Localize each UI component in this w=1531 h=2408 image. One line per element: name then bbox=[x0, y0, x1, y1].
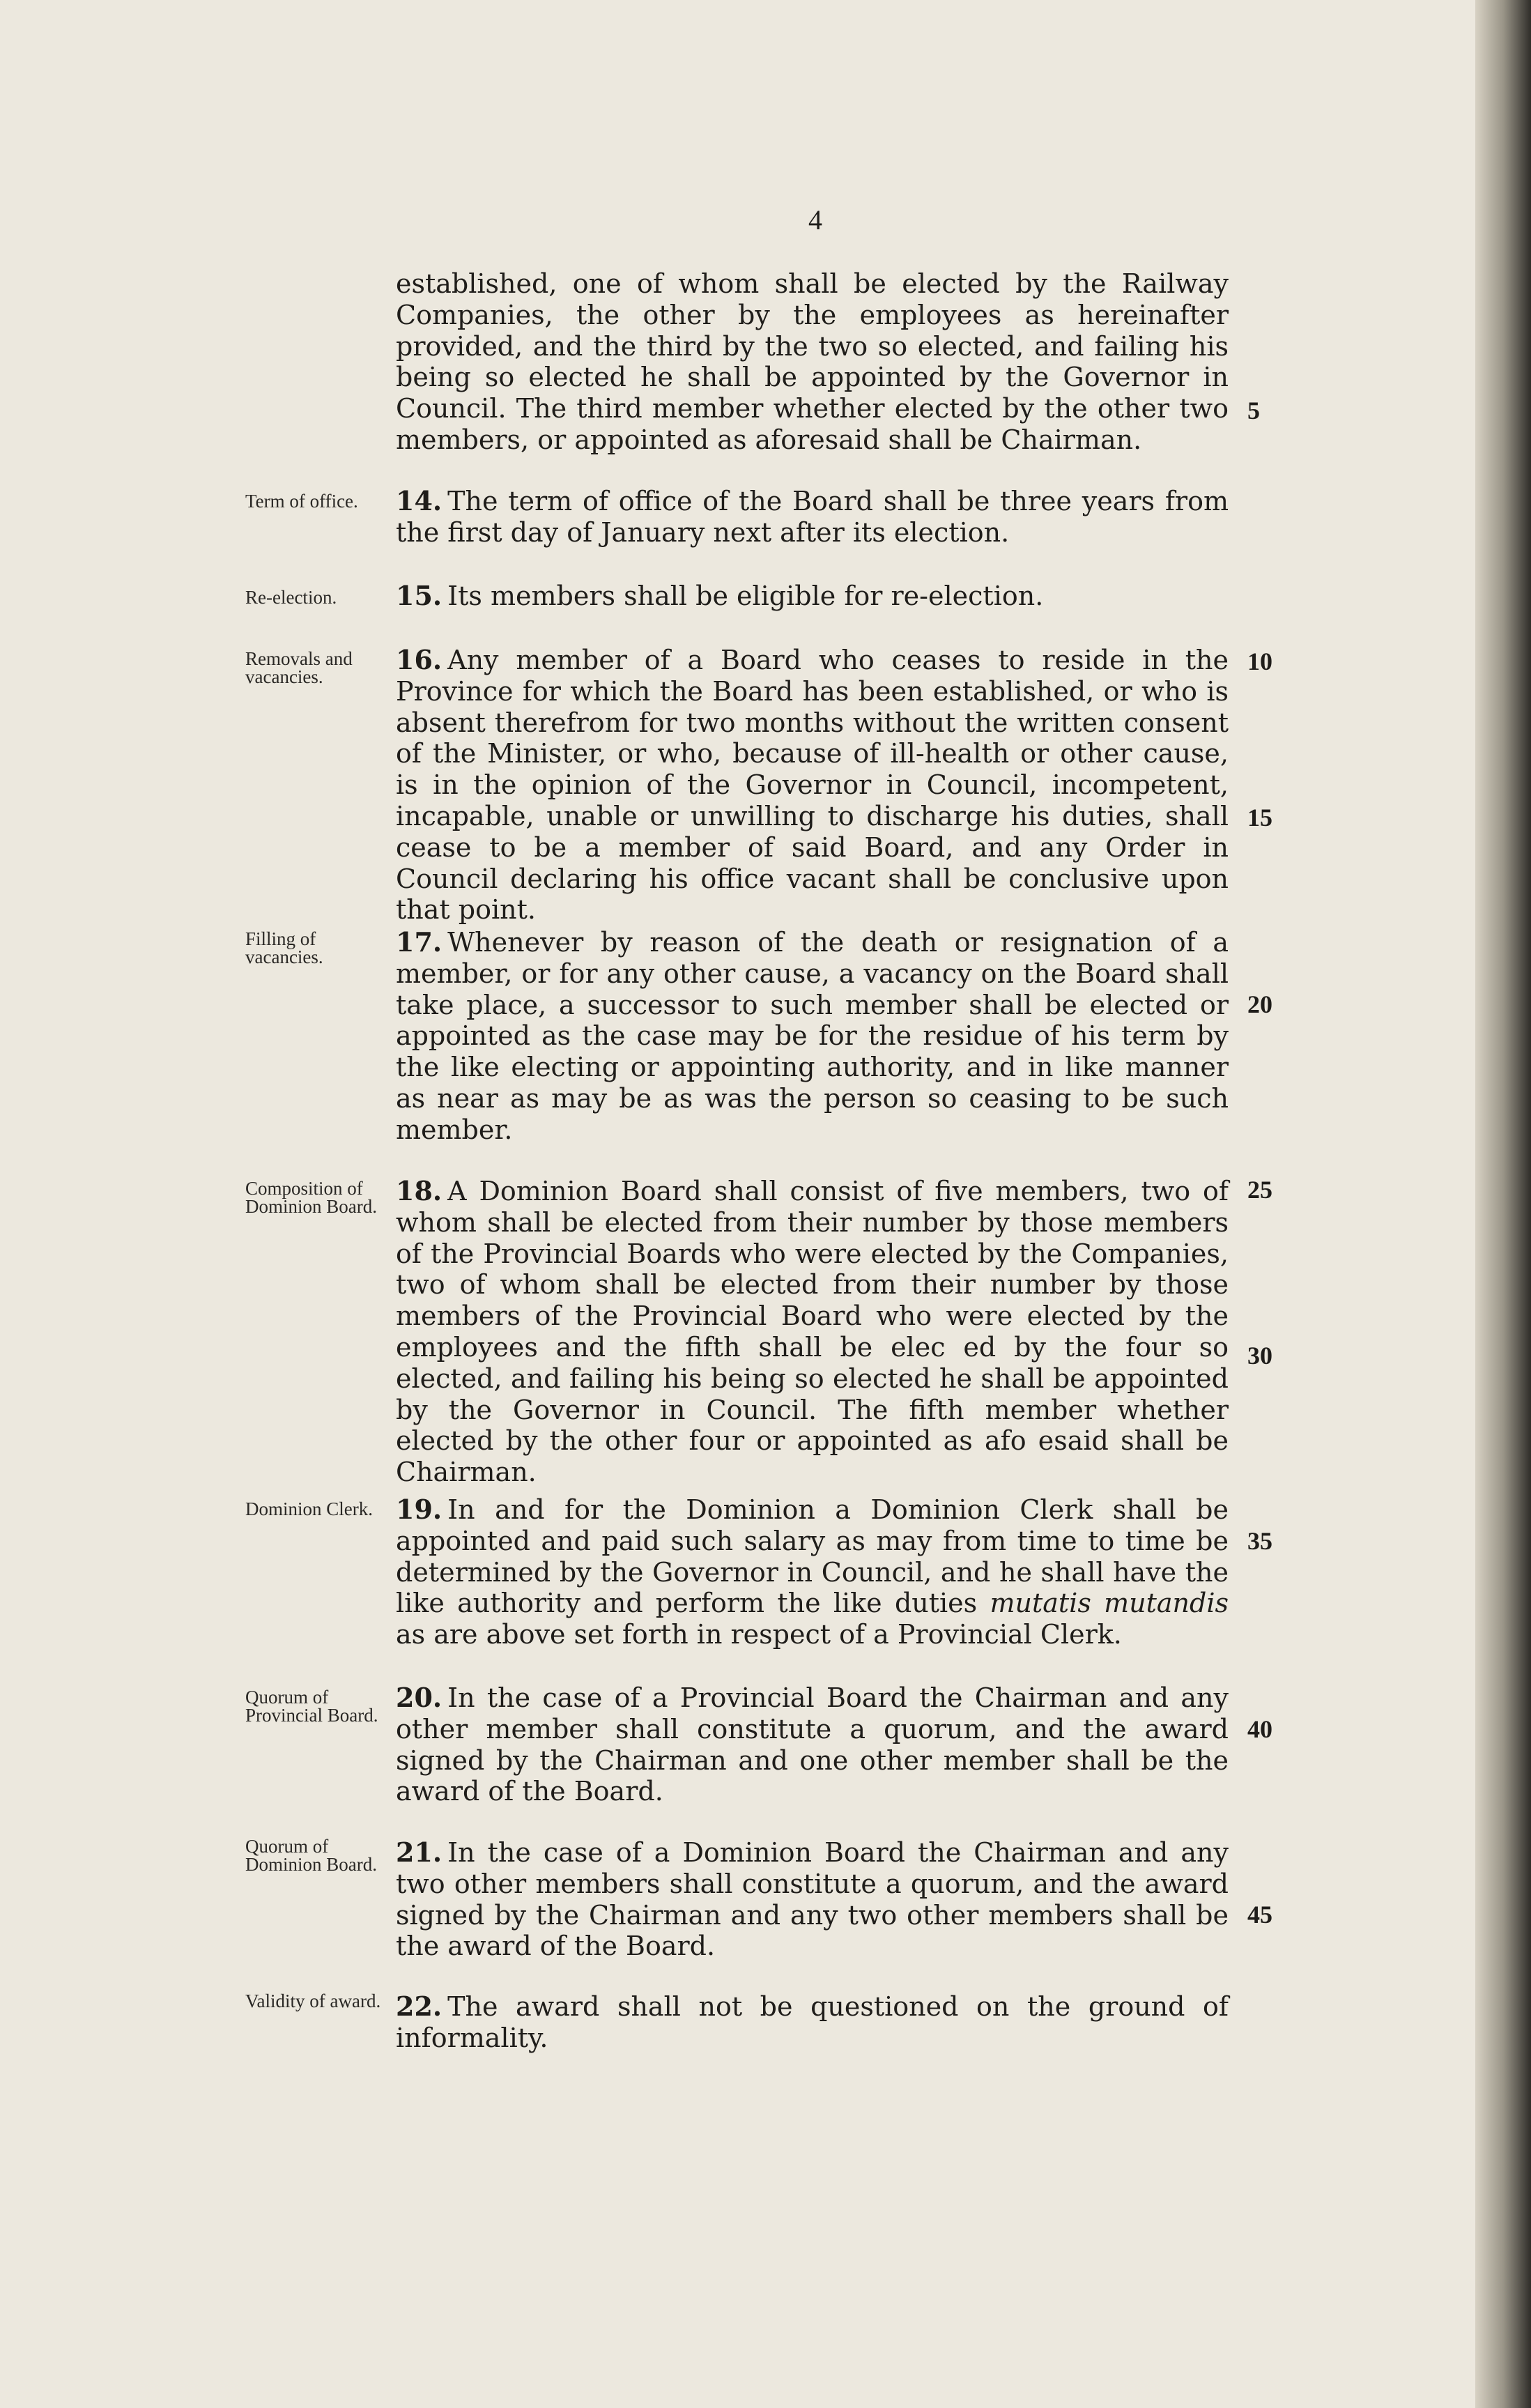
line-number: 20 bbox=[1247, 990, 1272, 1018]
section-text: Whenever by reason of the death or resignation of a member, or for any other cause, a vacancy on the Board shall take place, a successor to such member shall be elected or appointed as the case may be for the residue of his term by the like electing or appointing authority, and in like manner as near as may be as was the person so ceasing to be such member. bbox=[396, 927, 1229, 1145]
section-16 bbox=[396, 645, 1229, 926]
section-text-italic: mutatis mutandis bbox=[990, 1588, 1229, 1619]
section-17 bbox=[396, 927, 1229, 1146]
section-21 bbox=[396, 1837, 1229, 1962]
section-22 bbox=[396, 1991, 1229, 2054]
section-number: 19. bbox=[396, 1494, 443, 1525]
margin-note-dominion-clerk: Dominion Clerk. bbox=[245, 1498, 373, 1519]
page-number: 4 bbox=[808, 204, 822, 236]
section-number: 17. bbox=[396, 926, 443, 958]
margin-note-quorum-of-dominion-board: Quorum of Dominion Board. bbox=[245, 1836, 377, 1875]
margin-note-composition-of-dominion-board: Composition of Dominion Board. bbox=[245, 1178, 377, 1217]
margin-note-term-of-office: Term of office. bbox=[245, 491, 358, 512]
section-number: 14. bbox=[396, 485, 443, 516]
section-text: In the case of a Provincial Board the Chairman and any other member shall constitute a quorum, and the award signed by the Chairman and one other member shall be the award of the Board. bbox=[396, 1682, 1229, 1807]
section-14 bbox=[396, 486, 1229, 549]
line-number: 15 bbox=[1247, 804, 1272, 831]
section-text: The award shall not be questioned on the ground of informality. bbox=[396, 1991, 1229, 2053]
lead-paragraph: established, one of whom shall be elected by the Railway Companies, the other by the employees as hereinafter provided, and the third by the two so elected, and failing his being so elected he shall be appointed by the Governor in Council. The third member whether elected by the other two members, or appointed as aforesaid shall be Chairman. bbox=[396, 268, 1229, 455]
section-text: The term of office of the Board shall be three years from the first day of January next after its election. bbox=[396, 486, 1229, 548]
line-number: 30 bbox=[1247, 1342, 1272, 1370]
section-20 bbox=[396, 1682, 1229, 1807]
section-text: Any member of a Board who ceases to reside in the Province for which the Board has been established, or who is absent therefrom for two months without the written consent of the Minister, or who, because of ill-health or other cause, is in the opinion of the Governor in Council, incompetent, incapable, unable or unwilling to discharge his duties, shall cease to be a member of said Board, and any Order in Council declaring his office vacant shall be conclusive upon that point. bbox=[396, 645, 1229, 926]
section-18 bbox=[396, 1176, 1229, 1488]
line-number: 45 bbox=[1247, 1901, 1272, 1928]
section-number: 21. bbox=[396, 1836, 443, 1868]
line-number: 5 bbox=[1247, 397, 1260, 424]
section-text: In and for the Dominion a Dominion Clerk shall be appointed and paid such salary as may from time to time be determined by the Governor in Council, and he shall have the like authority and perform the like duties bbox=[396, 1494, 1229, 1619]
section-15 bbox=[396, 581, 1229, 612]
section-text: as are above set forth in respect of a Provincial Clerk. bbox=[396, 1619, 1122, 1650]
margin-note-filling-of-vacancies: Filling of vacancies. bbox=[245, 928, 323, 967]
page-edge-shadow bbox=[1475, 0, 1531, 2408]
margin-note-validity-of-award: Validity of award. bbox=[245, 1991, 381, 2011]
margin-note-quorum-of-provincial-board: Quorum of Provincial Board. bbox=[245, 1687, 378, 1726]
margin-note-removals-and-vacancies: Removals and vacancies. bbox=[245, 648, 353, 687]
section-number: 20. bbox=[396, 1682, 443, 1713]
section-19 bbox=[396, 1494, 1229, 1650]
line-number: 35 bbox=[1247, 1527, 1272, 1555]
line-number: 40 bbox=[1247, 1715, 1272, 1743]
section-number: 16. bbox=[396, 644, 443, 675]
line-number: 10 bbox=[1247, 647, 1272, 675]
section-number: 15. bbox=[396, 580, 443, 611]
margin-note-re-election: Re-election. bbox=[245, 587, 337, 608]
line-number: 25 bbox=[1247, 1176, 1272, 1204]
section-text: In the case of a Dominion Board the Chairman and any two other members shall constitute a quorum, and the award signed by the Chairman and any two other members shall be the award of the Board. bbox=[396, 1837, 1229, 1962]
section-text: A Dominion Board shall consist of five members, two of whom shall be elected from their number by those members of the Provincial Boards who were elected by the Companies, two of whom shall be elected from their number by those members of the Provincial Board who were elected by the employees and the fifth shall be elec ed by the four so elected, and failing his being so elected he shall be appointed by the Governor in Council. The fifth member whether elected by the other four or appointed as afo esaid shall be Chairman. bbox=[396, 1176, 1229, 1488]
section-text: Its members shall be eligible for re-election. bbox=[447, 581, 1044, 611]
section-number: 22. bbox=[396, 1991, 443, 2022]
section-number: 18. bbox=[396, 1175, 443, 1206]
